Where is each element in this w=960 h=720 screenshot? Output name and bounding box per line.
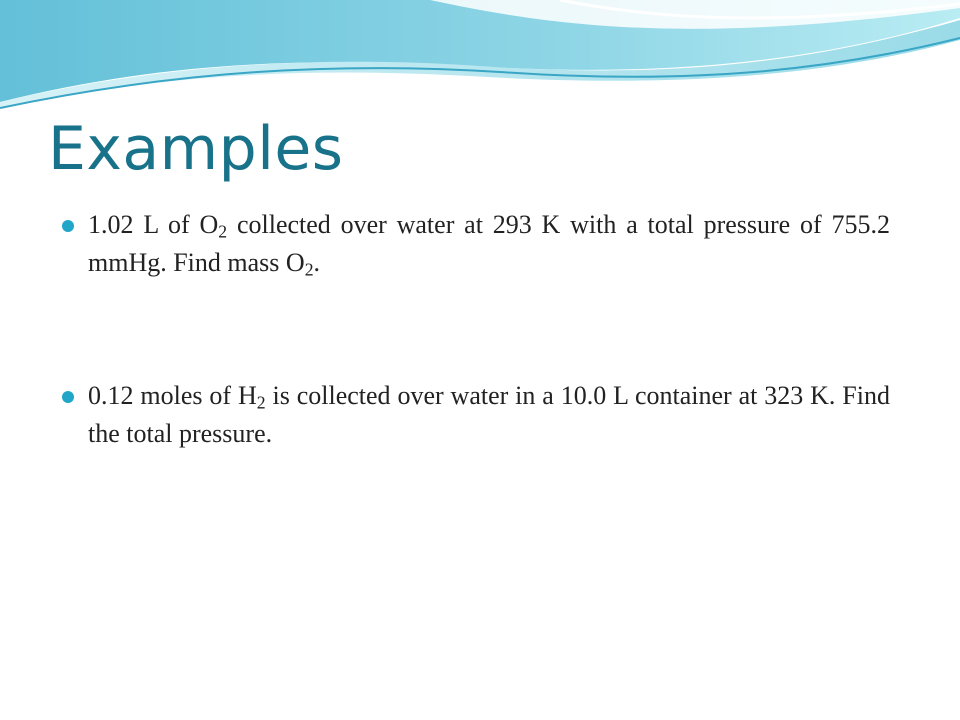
bullet-dot-icon: [62, 391, 74, 403]
bullet-text: is collected over water in a 10.0 L container at 323 K. Find the total pressure.: [88, 381, 890, 448]
bullet-text: 0.12 moles of H: [88, 381, 257, 410]
subscript: 2: [304, 259, 314, 280]
slide-title: Examples: [48, 114, 344, 184]
bullet-dot-icon: [62, 220, 74, 232]
bullet-text: .: [313, 248, 321, 277]
subscript: 2: [218, 221, 228, 242]
bullet-item-1: [60, 206, 890, 282]
bullet-list: [60, 206, 890, 453]
bullet-item-2: [60, 377, 890, 453]
subscript: 2: [256, 392, 266, 413]
bullet-text: 1.02 L of O: [88, 210, 219, 239]
bullet-text: collected over water at 293 K with a total pressure of 755.2 mmHg. Find mass O: [88, 210, 890, 277]
wave-header-decoration: [0, 0, 960, 120]
